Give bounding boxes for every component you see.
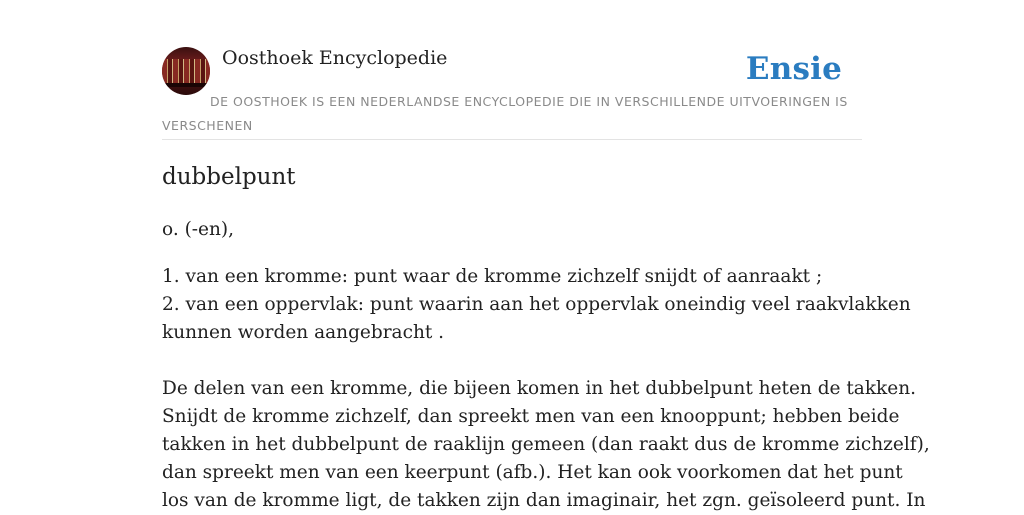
definition-line: 2. van een oppervlak: punt waarin aan het oppervlak oneindig veel raakvlakken	[162, 294, 911, 315]
page-content	[162, 46, 930, 511]
explanation-line: dan spreekt men van een keerpunt (afb.). Het kan ook voorkomen dat het punt	[162, 462, 903, 483]
article-body	[162, 216, 930, 515]
books-image	[162, 59, 210, 85]
site-tagline: DE OOSTHOEK IS EEN NEDERLANDSE ENCYCLOPEDIE DIE IN VERSCHILLENDE UITVOERINGEN IS VERSCHENEN	[162, 94, 848, 133]
article-title: dubbelpunt	[162, 164, 296, 190]
definition-line: 1. van een kromme: punt waar de kromme zichzelf snijdt of aanraakt ;	[162, 266, 823, 287]
explanation-paragraph	[162, 375, 930, 515]
shelf-image	[162, 83, 210, 87]
definition-line: kunnen worden aangebracht .	[162, 322, 445, 343]
definition-paragraph	[162, 263, 911, 347]
site-header	[162, 46, 862, 140]
explanation-line: Snijdt de kromme zichzelf, dan spreekt men van een knooppunt; hebben beide	[162, 406, 900, 427]
explanation-line: takken in het dubbelpunt de raaklijn gemeen (dan raakt dus de kromme zichzelf),	[162, 434, 930, 455]
explanation-line: los van de kromme ligt, de takken zijn dan imaginair, het zgn. geïsoleerd punt. In	[162, 490, 926, 511]
site-name-link[interactable]: Oosthoek Encyclopedie	[222, 47, 448, 69]
ensie-logo[interactable]: Ensie	[745, 51, 842, 87]
explanation-line: De delen van een kromme, die bijeen komen in het dubbelpunt heten de takken.	[162, 378, 917, 399]
encyclopedia-avatar[interactable]	[162, 47, 210, 95]
grammar-note: o. (-en),	[162, 219, 235, 240]
